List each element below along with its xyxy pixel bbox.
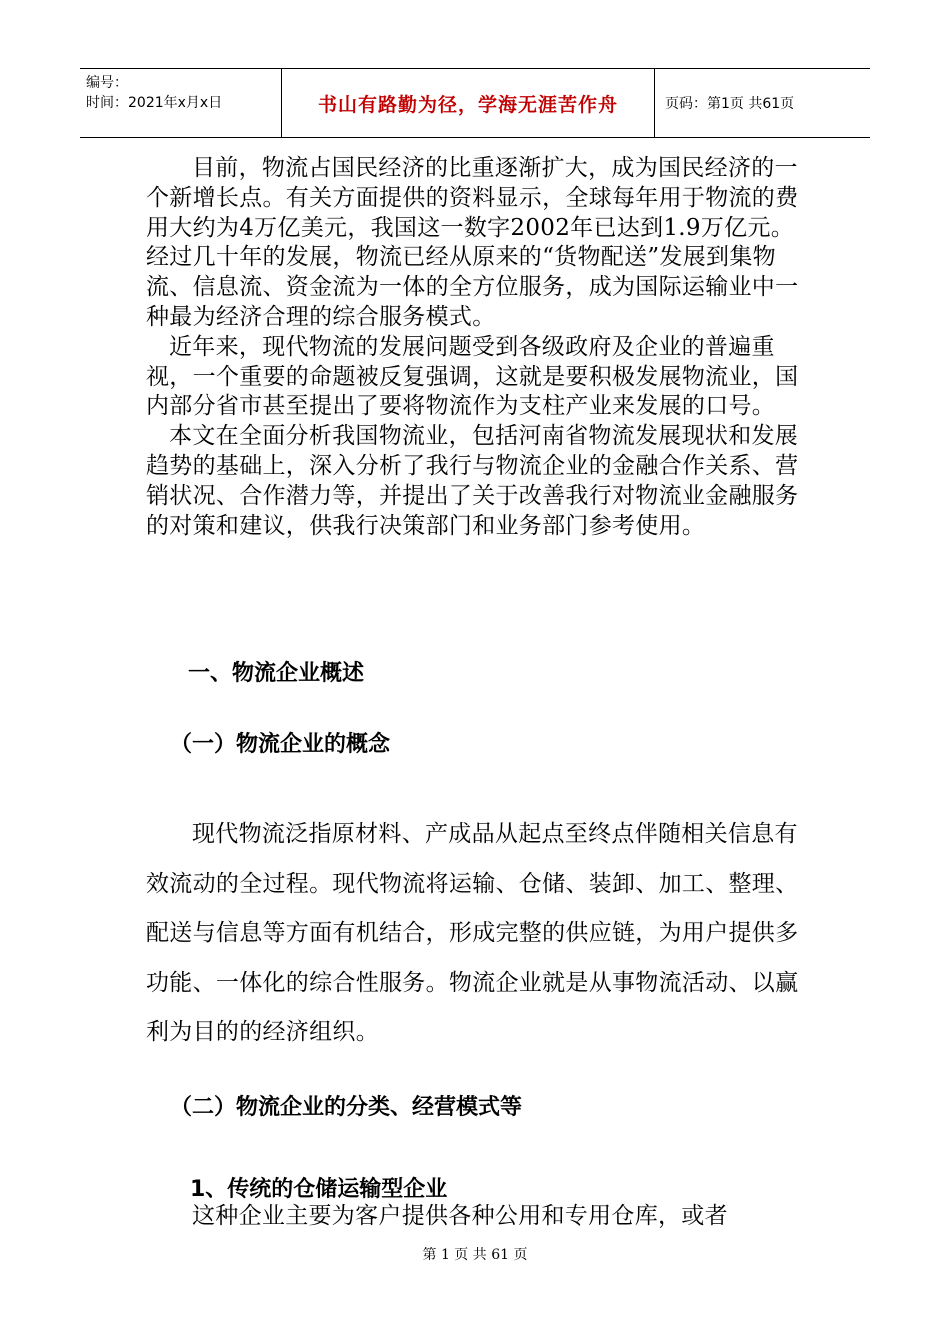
paragraph-2: 近年来，现代物流的发展问题受到各级政府及企业的普遍重视，一个重要的命题被反复强调，这就是要积极发展物流业，国内部分省市甚至提出了要将物流作为支柱产业来发展的口号。 [146, 333, 799, 420]
subsection-heading-2: （二）物流企业的分类、经营模式等 [170, 1095, 523, 1120]
section-heading-1: 一、物流企业概述 [188, 661, 365, 686]
page-footer: 第 1 页 共 61 页 [422, 1247, 528, 1263]
concept-paragraph: 现代物流泛指原材料、产成品从起点至终点伴随相关信息有效流动的全过程。现代物流将运输、仓储、装卸、加工、整理、配送与信息等方面有机结合，形成完整的供应链，为用户提供多功能、一体化的综合性服务。物流企业就是从事物流活动、以赢利为目的的经济组织。 [146, 821, 799, 1045]
item-heading-1: 1、传统的仓储运输型企业 [190, 1177, 448, 1202]
document-time-label: 时间：2021年x月x日 [86, 95, 223, 111]
header-page-code: 页码：第1页 共61页 [665, 96, 795, 112]
item1-section [146, 1202, 806, 1232]
concept-section [146, 810, 806, 1058]
paragraph-3: 本文在全面分析我国物流业，包括河南省物流发展现状和发展趋势的基础上，深入分析了我行与物流企业的金融合作关系、营销状况、合作潜力等，并提出了关于改善我行对物流业金融服务的对策和建议，供我行决策部门和业务部门参考使用。 [146, 423, 799, 539]
document-number-label: 编号： [86, 75, 128, 91]
intro-section [146, 154, 806, 541]
header-info-cell [80, 69, 282, 137]
header-table [80, 68, 870, 138]
header-motto: 书山有路勤为径，学海无涯苦作舟 [282, 69, 655, 137]
paragraph-1: 目前，物流占国民经济的比重逐渐扩大，成为国民经济的一个新增长点。有关方面提供的资料显示，全球每年用于物流的费用大约为4万亿美元，我国这一数字2002年已达到1.9万亿元。经过几十年的发展，物流已经从原来的“货物配送”发展到集物流、信息流、资金流为一体的全方位服务，成为国际运输业中一种最为经济合理的综合服务模式。 [146, 155, 799, 330]
subsection-heading-1: （一）物流企业的概念 [170, 732, 391, 757]
item1-paragraph: 这种企业主要为客户提供各种公用和专用仓库，或者 [192, 1203, 728, 1229]
